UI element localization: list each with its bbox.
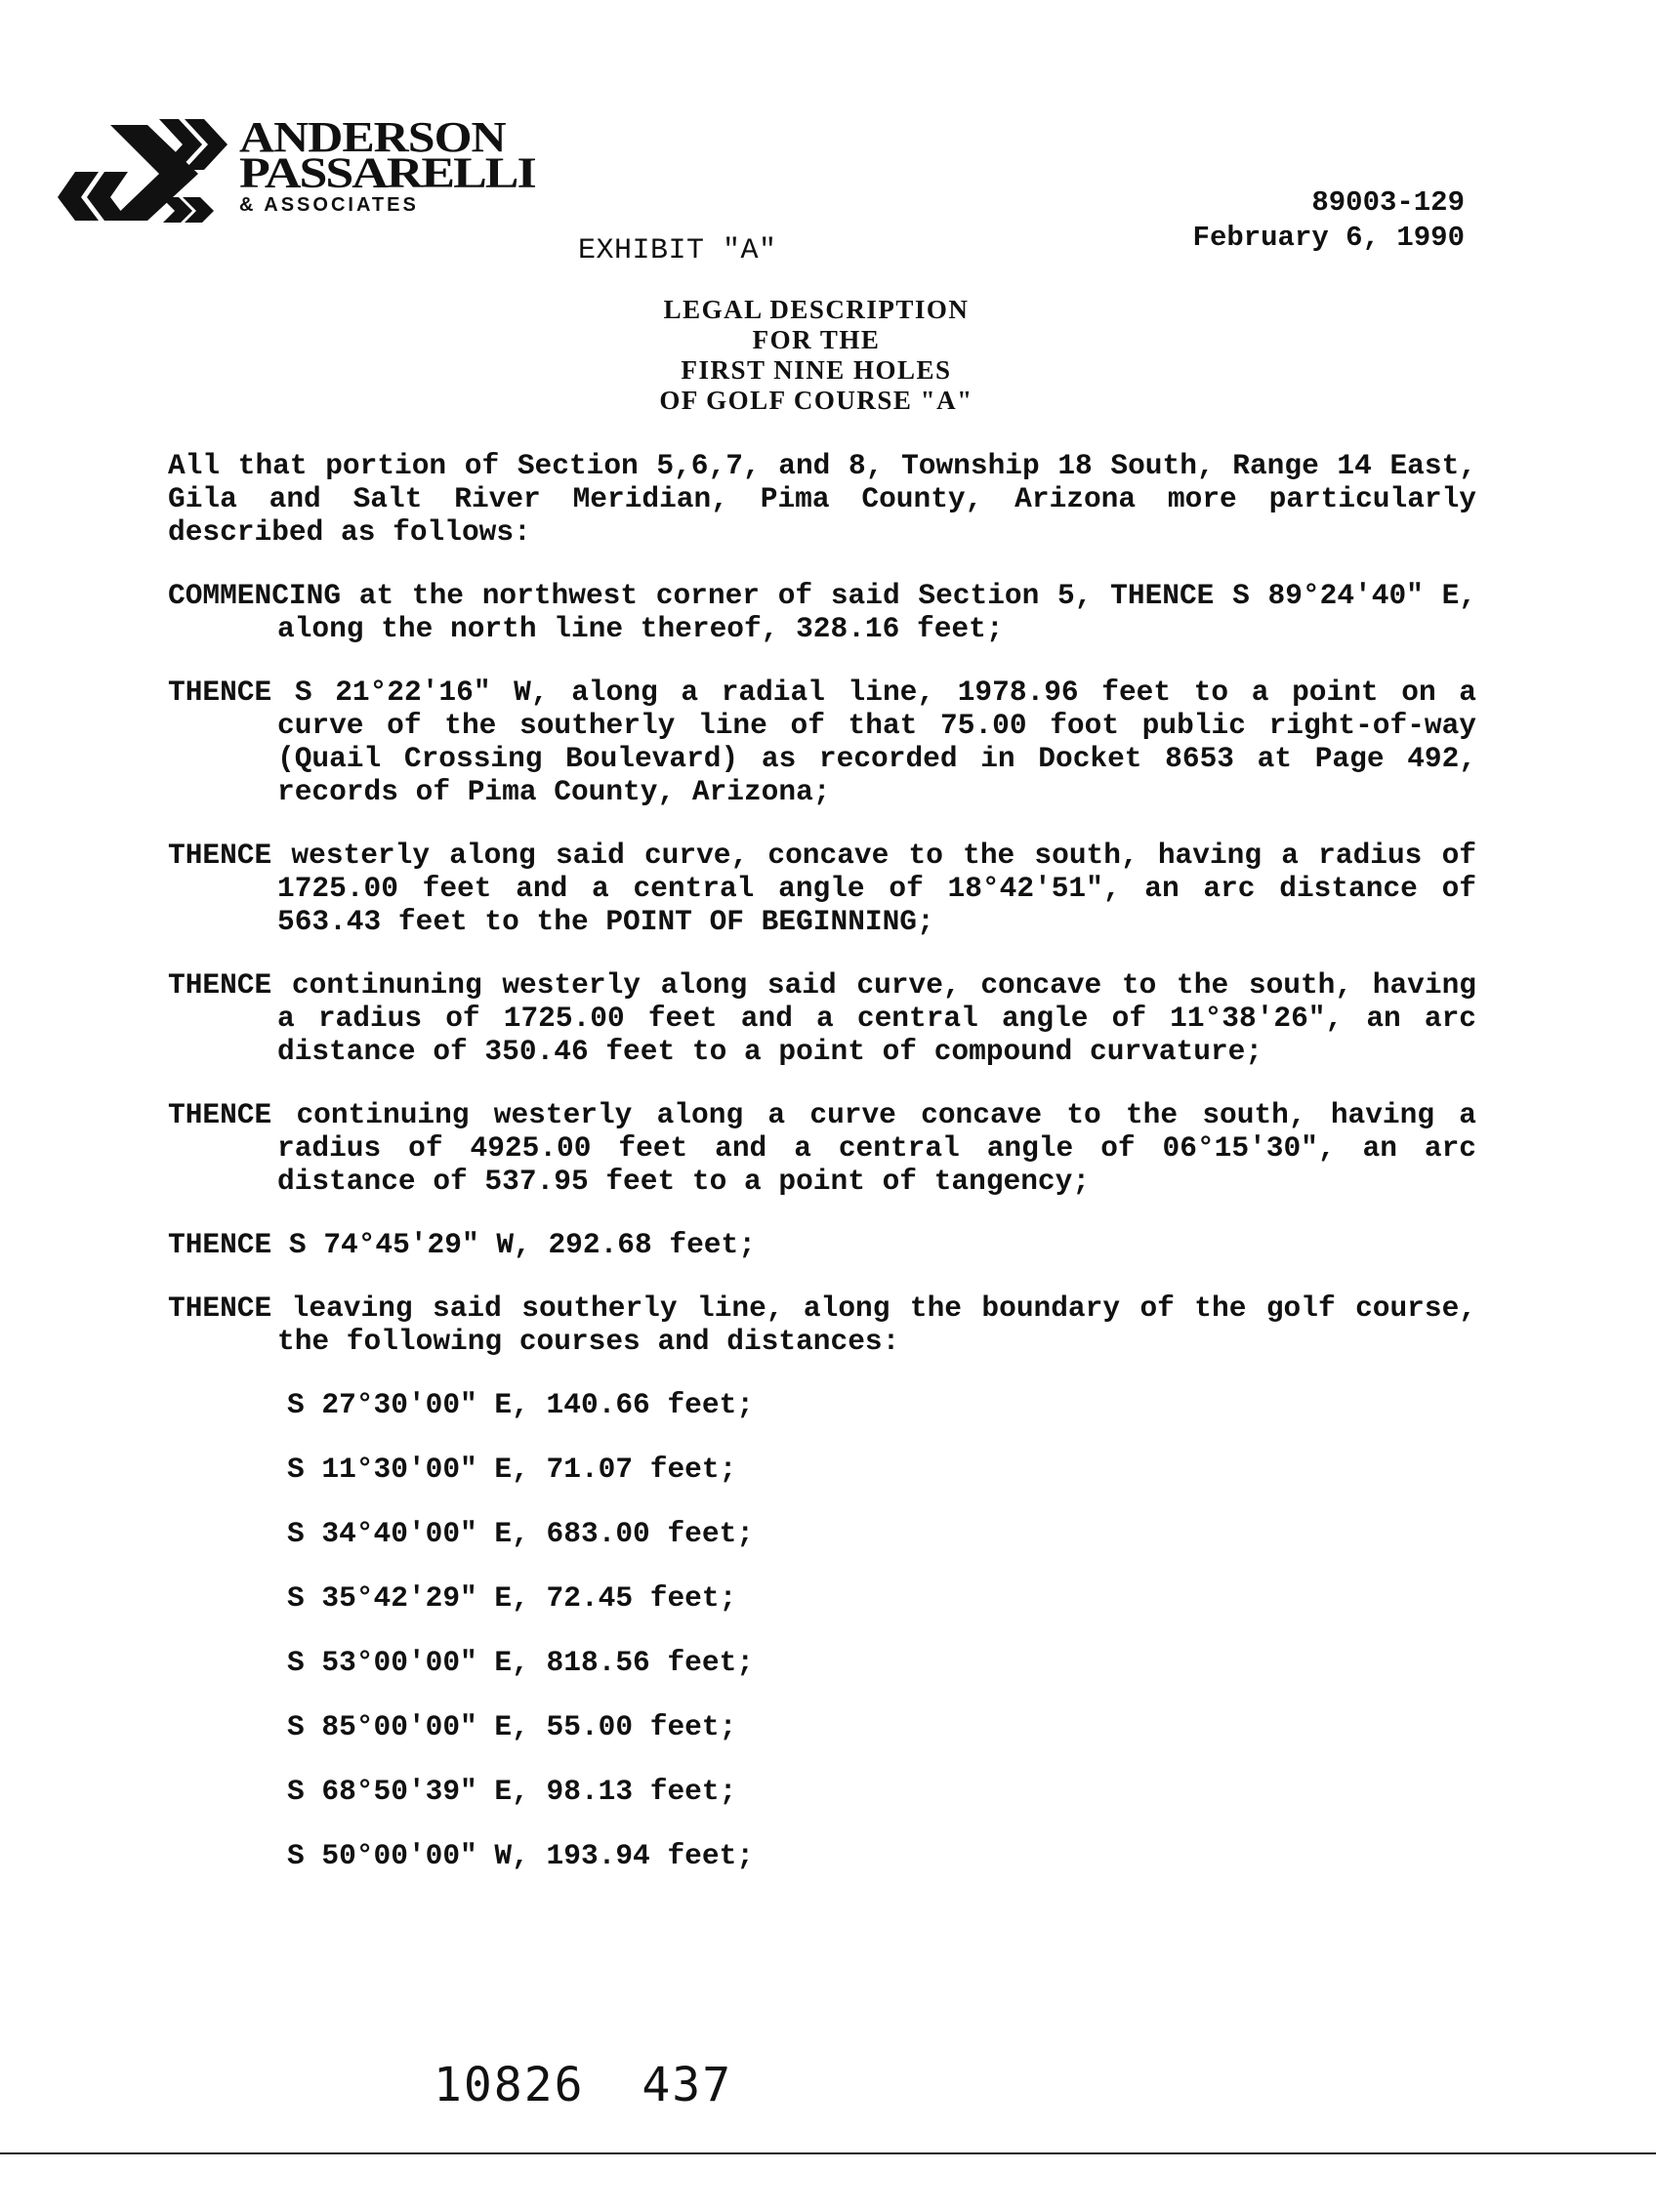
title-line: FIRST NINE HOLES [681, 355, 952, 385]
logo-text-associates: & ASSOCIATES [239, 194, 419, 216]
description-paragraph: COMMENCING at the northwest corner of said Section 5, THENCE S 89°24'40" E, along the north line thereof, 328.16 feet; [168, 579, 1476, 645]
chevron-logo-icon [54, 115, 239, 223]
page-number: 437 [642, 2058, 733, 2112]
legal-description-body [168, 449, 1476, 1904]
description-paragraph: THENCE leaving said southerly line, along the boundary of the golf course, the following courses and distances: [168, 1291, 1476, 1358]
course-item: S 11°30'00" E, 71.07 feet; [287, 1453, 737, 1486]
course-item: S 35°42'29" E, 72.45 feet; [287, 1581, 737, 1615]
description-paragraph: THENCE westerly along said curve, concave to the south, having a radius of 1725.00 feet and a central angle of 18°42'51", an arc distance of 563.43 feet to the POINT OF BEGINNING; [168, 839, 1476, 938]
project-number: 89003-129 [1311, 186, 1465, 219]
description-paragraph: THENCE S 21°22'16" W, along a radial line, 1978.96 feet to a point on a curve of the southerly line of that 75.00 foot public right-of-way (Quail Crossing Boulevard) as recorded in Docket 8653 at Page 492, records of Pima County, Arizona; [168, 676, 1476, 808]
company-logo [54, 112, 535, 223]
title-line: FOR THE [752, 325, 881, 354]
footer-divider [0, 2152, 1656, 2154]
logo-text-passarelli: PASSARELLI [239, 149, 535, 197]
exhibit-label: EXHIBIT "A" [578, 234, 777, 267]
course-list [287, 1388, 1476, 1904]
description-paragraph: THENCE S 74°45'29" W, 292.68 feet; [168, 1228, 756, 1261]
course-item: S 27°30'00" E, 140.66 feet; [287, 1388, 754, 1421]
description-paragraph: THENCE continuing westerly along a curve concave to the south, having a radius of 4925.00 feet and a central angle of 06°15'30", an arc distance of 537.95 feet to a point of tangency; [168, 1098, 1476, 1198]
intro-paragraph: All that portion of Section 5,6,7, and 8, Township 18 South, Range 14 East, Gila and Salt River Meridian, Pima County, Arizona more particularly described as follows: [168, 449, 1476, 549]
course-item: S 50°00'00" W, 193.94 feet; [287, 1839, 754, 1872]
logo-text-anderson: ANDERSON [239, 112, 506, 161]
document-date: February 6, 1990 [1192, 222, 1465, 254]
course-item: S 53°00'00" E, 818.56 feet; [287, 1646, 754, 1679]
course-item: S 68°50'39" E, 98.13 feet; [287, 1775, 737, 1808]
docket-number: 10826 [434, 2058, 585, 2112]
document-title [0, 295, 1633, 416]
reference-block [1193, 185, 1465, 256]
docket-stamp [434, 2058, 732, 2112]
title-line: OF GOLF COURSE "A" [659, 386, 973, 415]
course-item: S 85°00'00" E, 55.00 feet; [287, 1710, 737, 1743]
course-item: S 34°40'00" E, 683.00 feet; [287, 1517, 754, 1550]
title-line: LEGAL DESCRIPTION [663, 295, 970, 324]
description-paragraph: THENCE continuning westerly along said curve, concave to the south, having a radius of 1725.00 feet and a central angle of 11°38'26", an arc distance of 350.46 feet to a point of compound curvature; [168, 968, 1476, 1068]
